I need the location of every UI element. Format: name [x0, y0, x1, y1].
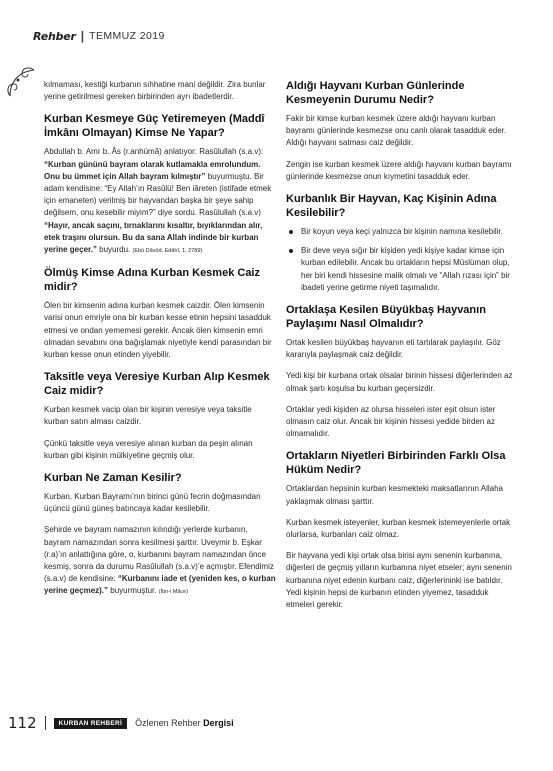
- running-header: [33, 28, 165, 44]
- paragraph: Kurban kesmek isteyenler, kurban kesmek istemeyenlerle ortak olurlarsa, kurbanları caiz olmaz.: [286, 517, 511, 540]
- issue-date: TEMMUZ 2019: [89, 30, 165, 42]
- citation: (İbn-i Mâce): [158, 589, 189, 596]
- section-badge: KURBAN REHBERİ: [54, 718, 127, 729]
- paragraph: Ölen bir kimsenin adına kurban kesmek caizdir. Ölen kimsenin varisi onun emriyle ona bir kurban kesse etinin hepsini tasadduk etmesi ve ondan yememesi gerekir. Ancak ölen kimsenin emri olmadan sevabını ona bağışlamak niyetiyle kendi parasından bir kurban kesse onun etinden yiyebilir.: [44, 301, 272, 360]
- section-heading: Taksitle veya Veresiye Kurban Alıp Kesmek Caiz midir?: [44, 371, 270, 398]
- paragraph: Ortaklar yedi kişiden az olursa hisseleri ister eşit olsun ister olmasın caiz olur. Ancak bir kişinin hissesi yedide birden az olmamalıdır.: [286, 404, 496, 439]
- paragraph: Fakir bir kimse kurban kesmek üzere aldığı hayvanı kurban bayramı günlerinde kesmezse onu canlı olarak tasadduk eder. Aldığı hayvanı satması caiz değildir.: [286, 114, 507, 148]
- paragraph: Ortaklardan hepsinin kurban kesmekteki maksatlarının Allaha yaklaşmak olması şarttır.: [286, 484, 503, 506]
- section-heading: Aldığı Hayvanı Kurban Günlerinde Kesmeyenin Durumu Nedir?: [286, 80, 465, 106]
- bullet-list: [286, 226, 518, 294]
- list-item: Bir koyun veya keçi yalnızca bir kişinin namına kesilebilir.: [286, 226, 518, 238]
- hadith-paragraph: Şehirde ve bayram namazının kılındığı yerlerde kurbanın, bayram namazından sonra kesilmesi şarttır. Uveymir b. Eşkar (r.a)’ın anlattığına göre, o, kurbanını bayram namazından önce kesmiş, sonra da durumu Rasûlullah (s.a.v)’e açmıştır. Efendimiz (s.a.v) de kendisine: “Kurbanını iade et (yeniden kes, o kurban yerine geçmez).” buyurmuştur. (İbn-i Mâce): [44, 525, 276, 596]
- right-column: [286, 79, 518, 620]
- page-footer: [8, 716, 234, 730]
- section-heading: Kurban Ne Zaman Kesilir?: [44, 472, 182, 485]
- paragraph: Bir hayvana yedi kişi ortak olsa birisi aynı senenin kurbanına, diğerleri de geçmiş yılların kurbanına niyet etseler; aynı senenin kurbanına niyet edenin kurbanı caiz, diğerlerininki ise batıldır. Yedi kişinin hepsi de kurbanın etinden yiyemez, tasadduk etmeleri gerekir.: [286, 551, 512, 610]
- paragraph: Kurban, Kurban Bayramı’nın birinci günü fecrin doğmasından üçüncü günü güneş batıncaya kadar kesilebilir.: [44, 492, 261, 514]
- header-separator: |: [80, 29, 85, 43]
- page-number: 112: [8, 714, 37, 732]
- hadith-paragraph: Abdullah b. Amr b. Âs (r.anhümâ) anlatıyor: Rasûlullah (s.a.v): “Kurban gününü bayram olarak kutlamakla emrolundum. Onu bu ümmet için Allah bayram kılmıştır” buyurmuştu. Bir adam kendisine: “Ey Allah’ın Rasûlü! Ben iâreten (istifade etmek için emaneten) verilmiş bir hayvandan başka bir şeye sahip değilsem, onu kesebilir miyim?” diye sordu. Rasûlullah (s.a.v) “Hayır, ancak saçını, tırnaklarını kısaltır, bıyıklarından alır, etek traşını olursun. Bu da sana Allah indinde bir kurban yerine geçer.” buyurdu. (Ebû Dâvûd, Edâhî, 1, 2789): [44, 147, 272, 255]
- citation: (Ebû Dâvûd, Edâhî, 1, 2789): [132, 248, 203, 255]
- divider: [45, 716, 46, 730]
- section-heading: Kurbanlık Bir Hayvan, Kaç Kişinin Adına Kesilebilir?: [286, 193, 497, 220]
- paragraph: Yedi kişi bir kurbana ortak olsalar birinin hissesi diğerlerinden az olmak şartı koşulsa bu kurban geçersizdir.: [286, 371, 513, 393]
- corner-ornament-icon: [4, 62, 44, 102]
- intro-paragraph: kılmaması, kestiği kurbanın sıhhatine mani değildir. Zira bunlar yerine getirilmesi gereken birbirinden ayrı ibadetlerdir.: [44, 80, 266, 102]
- left-column: [44, 79, 276, 608]
- magazine-name: Özlenen Rehber Dergisi: [135, 718, 234, 728]
- brand-logo: Rehber: [33, 29, 76, 43]
- paragraph: Ortak kesilen büyükbaş hayvanın eti tartılarak paylaşılır. Göz kararıyla paylaşmak caiz değildir.: [286, 338, 501, 360]
- section-heading: Ölmüş Kimse Adına Kurban Kesmek Caiz midir?: [44, 267, 260, 294]
- list-item: Bir deve veya sığır bir kişiden yedi kişiye kadar kimse için kurban edilebilir. Ancak bu ortakların hepsi Müslüman olup, her biri kendi hissesine malik olmalı ve “Allah rızası için” bir ibadeti yerine getirme niyeti taşımalıdır.: [286, 245, 518, 294]
- section-heading: Kurban Kesmeye Güç Yetiremeyen (Maddî İmkânı Olmayan) Kimse Ne Yapar?: [44, 113, 265, 140]
- paragraph: Zengin ise kurban kesmek üzere aldığı hayvanı kurban bayramı günlerinde kesmezse onun kıymetini tasadduk eder.: [286, 159, 512, 181]
- paragraph: Çünkü taksitle veya veresiye alınan kurban da peşin alınan kurban gibi kişinin mülkiyetine geçmiş olur.: [44, 438, 253, 460]
- section-heading: Ortaklaşa Kesilen Büyükbaş Hayvanın Paylaşımı Nasıl Olmalıdır?: [286, 304, 486, 331]
- section-heading: Ortakların Niyetleri Birbirinden Farklı Olsa Hüküm Nedir?: [286, 450, 506, 477]
- paragraph: Kurban kesmek vacip olan bir kişinin veresiye veya taksitle kurban satın alması caizdir.: [44, 405, 252, 427]
